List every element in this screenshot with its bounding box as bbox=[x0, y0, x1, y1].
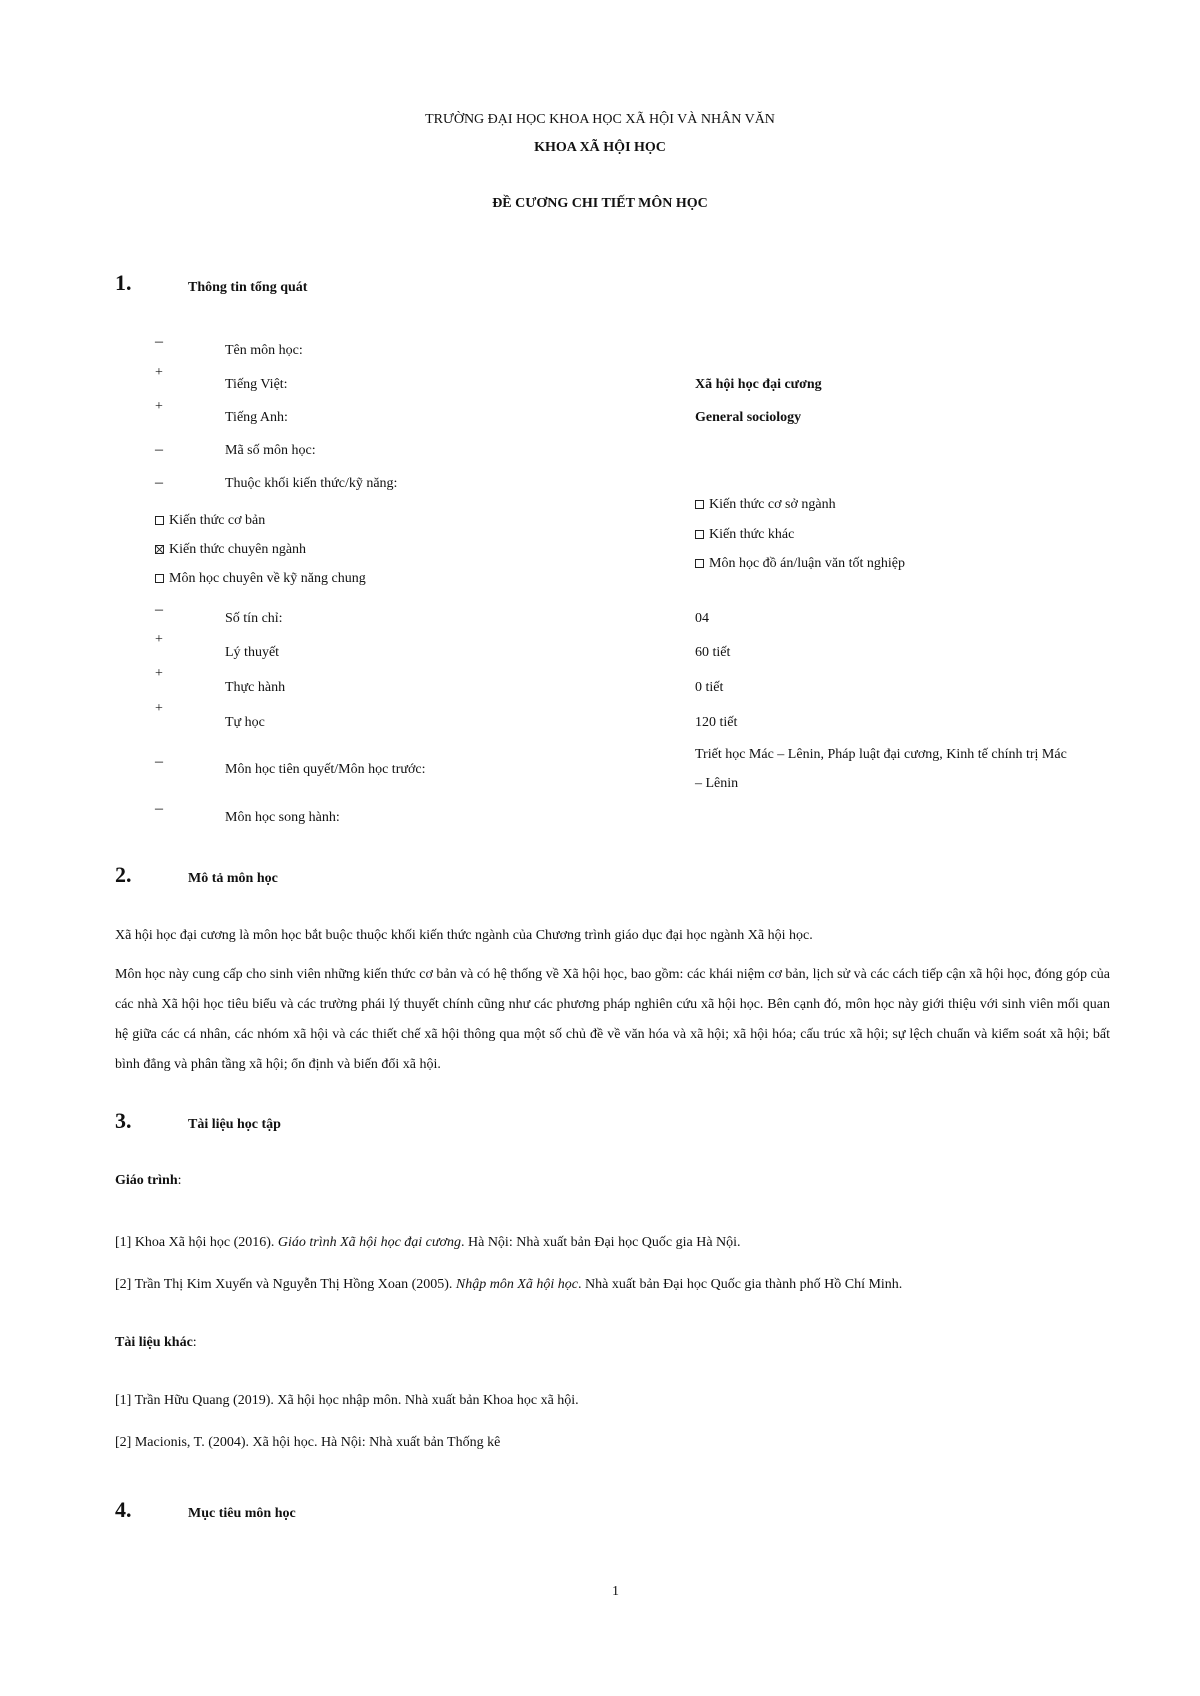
checkbox-other-knowledge bbox=[695, 527, 794, 543]
parallel-course-label: Môn học song hành: bbox=[225, 810, 340, 825]
university-name: TRƯỜNG ĐẠI HỌC KHOA HỌC XÃ HỘI VÀ NHÂN VĂN bbox=[425, 112, 775, 127]
credits-value: 04 bbox=[695, 611, 709, 626]
checkbox-label: Kiến thức chuyên ngành bbox=[169, 542, 307, 557]
document-title: ĐỀ CƯƠNG CHI TIẾT MÔN HỌC bbox=[492, 196, 708, 211]
checkbox-foundation-knowledge bbox=[695, 497, 836, 513]
checkbox-general-skills bbox=[155, 571, 366, 587]
section-4-title: Mục tiêu môn học bbox=[188, 1506, 296, 1521]
en-name-value: General sociology bbox=[695, 410, 802, 425]
bullet-dash: – bbox=[155, 800, 163, 817]
en-name-label: Tiếng Anh: bbox=[225, 410, 288, 425]
checkbox-unchecked-icon bbox=[155, 516, 164, 525]
textbook-item-2: [2] Trần Thị Kim Xuyến và Nguyễn Thị Hồng Xoan (2005). Nhập môn Xã hội học. Nhà xuất bản Đại học Quốc gia thành phố Hồ Chí Minh. bbox=[115, 1277, 903, 1292]
other-material-item-1: [1] Trần Hữu Quang (2019). Xã hội học nhập môn. Nhà xuất bản Khoa học xã hội. bbox=[115, 1393, 579, 1408]
checkbox-label: Kiến thức cơ bản bbox=[169, 513, 266, 528]
prerequisite-value-line1: Triết học Mác – Lênin, Pháp luật đại cương, Kinh tế chính trị Mác bbox=[695, 747, 1067, 762]
textbook-item-1: [1] Khoa Xã hội học (2016). Giáo trình Xã hội học đại cương. Hà Nội: Nhà xuất bản Đại học Quốc gia Hà Nội. bbox=[115, 1235, 741, 1250]
other-material-item-2: [2] Macionis, T. (2004). Xã hội học. Hà Nội: Nhà xuất bản Thống kê bbox=[115, 1435, 501, 1450]
section-3-number: 3. bbox=[115, 1108, 132, 1133]
bullet-dash: – bbox=[155, 441, 163, 458]
practice-value: 0 tiết bbox=[695, 680, 724, 695]
section-2-title: Mô tả môn học bbox=[188, 871, 278, 886]
faculty-name: KHOA XÃ HỘI HỌC bbox=[534, 140, 666, 155]
credits-label: Số tín chỉ: bbox=[225, 611, 283, 626]
section-2-number: 2. bbox=[115, 862, 132, 887]
self-study-value: 120 tiết bbox=[695, 715, 738, 730]
bullet-plus: + bbox=[155, 365, 163, 380]
bullet-plus: + bbox=[155, 399, 163, 414]
bullet-dash: – bbox=[155, 601, 163, 618]
practice-label: Thực hành bbox=[225, 680, 286, 695]
other-materials-heading: Tài liệu khác: bbox=[115, 1335, 197, 1350]
section-3-title: Tài liệu học tập bbox=[188, 1117, 281, 1132]
bullet-plus: + bbox=[155, 632, 163, 647]
page-number: 1 bbox=[612, 1584, 619, 1599]
self-study-label: Tự học bbox=[225, 715, 265, 730]
checkbox-label: Môn học chuyên về kỹ năng chung bbox=[169, 571, 366, 586]
checkbox-checked-icon bbox=[155, 545, 164, 554]
checkbox-label: Kiến thức khác bbox=[709, 527, 795, 542]
textbooks-heading: Giáo trình: bbox=[115, 1173, 182, 1188]
checkbox-unchecked-icon bbox=[695, 500, 704, 509]
bullet-dash: – bbox=[155, 474, 163, 491]
checkbox-unchecked-icon bbox=[695, 559, 704, 568]
description-paragraph-2: Môn học này cung cấp cho sinh viên những kiến thức cơ bản và có hệ thống về Xã hội học, bao gồm: các khái niệm cơ bản, lịch sử và các cách tiếp cận xã hội học, đóng góp của các nhà Xã hội học tiêu biểu và các trường phái lý thuyết chính cũng như các phương pháp nghiên cứu xã hội học. Bên cạnh đó, môn học này giới thiệu với sinh viên mối quan hệ giữa các cá nhân, các nhóm xã hội và các thiết chế xã hội thông qua một số chủ đề về văn hóa và xã hội; xã hội hóa; cấu trúc xã hội; sự lệch chuẩn và kiểm soát xã hội; bất bình đẳng và phân tầng xã hội; ổn định và biến đổi xã hội. bbox=[115, 967, 1110, 1072]
theory-label: Lý thuyết bbox=[225, 645, 280, 660]
section-4-number: 4. bbox=[115, 1497, 132, 1522]
course-name-label: Tên môn học: bbox=[225, 343, 303, 358]
section-1-title: Thông tin tổng quát bbox=[188, 280, 308, 295]
checkbox-unchecked-icon bbox=[155, 574, 164, 583]
theory-value: 60 tiết bbox=[695, 645, 731, 660]
bullet-plus: + bbox=[155, 701, 163, 716]
description-paragraph-1: Xã hội học đại cương là môn học bắt buộc thuộc khối kiến thức ngành của Chương trình giáo dục đại học ngành Xã hội học. bbox=[115, 928, 813, 943]
course-code-label: Mã số môn học: bbox=[225, 443, 316, 458]
prerequisite-label: Môn học tiên quyết/Môn học trước: bbox=[225, 762, 426, 777]
bullet-dash: – bbox=[155, 333, 163, 350]
checkbox-label: Kiến thức cơ sở ngành bbox=[709, 497, 836, 512]
checkbox-label: Môn học đồ án/luận văn tốt nghiệp bbox=[709, 556, 905, 571]
checkbox-thesis bbox=[695, 556, 905, 572]
knowledge-block-label: Thuộc khối kiến thức/kỹ năng: bbox=[225, 476, 398, 491]
bullet-dash: – bbox=[155, 753, 163, 770]
bullet-plus: + bbox=[155, 666, 163, 681]
vn-name-label: Tiếng Việt: bbox=[225, 377, 288, 392]
checkbox-basic-knowledge bbox=[155, 513, 265, 529]
prerequisite-value-line2: – Lênin bbox=[695, 776, 739, 791]
section-1-number: 1. bbox=[115, 270, 132, 295]
checkbox-major-knowledge bbox=[155, 542, 306, 558]
vn-name-value: Xã hội học đại cương bbox=[695, 377, 822, 392]
checkbox-unchecked-icon bbox=[695, 530, 704, 539]
